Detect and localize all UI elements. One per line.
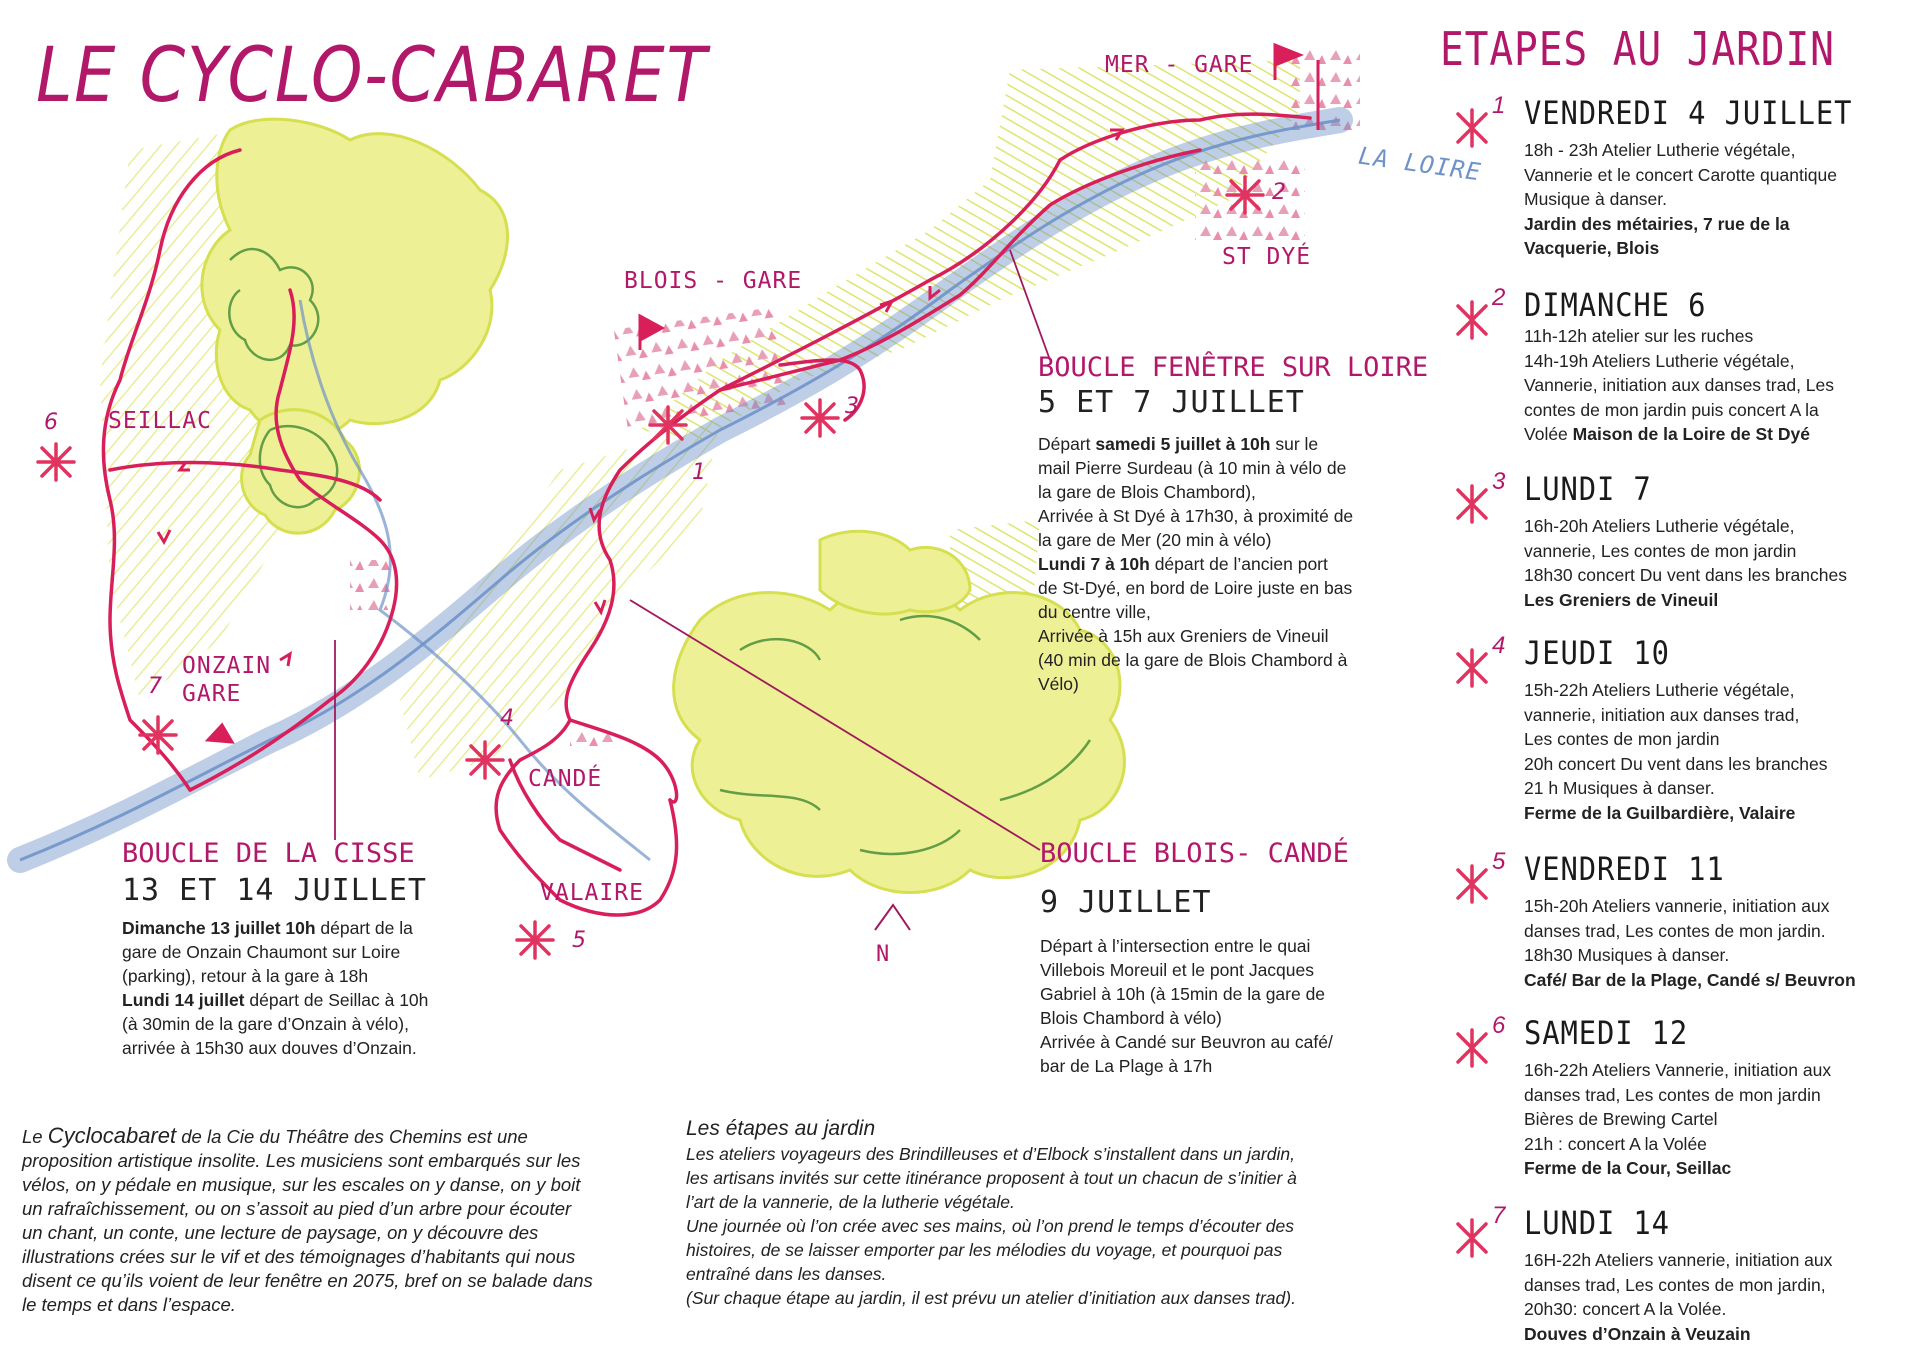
north-arrow bbox=[875, 905, 910, 930]
step-6 bbox=[1452, 1012, 1920, 1178]
star-icon bbox=[1452, 864, 1492, 904]
star-icon bbox=[1452, 484, 1492, 524]
loop-blois-cande bbox=[1040, 838, 1420, 1078]
star-icon bbox=[1452, 648, 1492, 688]
map-step-6: 6 bbox=[44, 410, 58, 435]
step-2 bbox=[1452, 286, 1920, 446]
step-day: LUNDI 14 bbox=[1524, 1204, 1670, 1242]
label-la-loire: LA LOIRE bbox=[1356, 141, 1483, 187]
map-step-7: 7 bbox=[148, 674, 162, 699]
step-details: 16h-22h Ateliers Vannerie, initiation aux danses trad, Les contes de mon jardin Bières de Brewing Cartel 21h : concert A la Volée Ferme de la Cour, Seillac bbox=[1524, 1060, 1832, 1178]
step-number: 4 bbox=[1492, 632, 1506, 659]
step-details: 15h-20h Ateliers vannerie, initiation aux danses trad, Les contes de mon jardin. 18h30 Musiques à danser. Café/ Bar de la Plage, Candé s/ Beuvron bbox=[1524, 896, 1856, 990]
step-day: VENDREDI 4 JUILLET bbox=[1524, 94, 1853, 132]
loop-cisse bbox=[122, 838, 502, 1060]
step-details: 16H-22h Ateliers vannerie, initiation aux danses trad, Les contes de mon jardin, 20h30: concert A la Volée. Douves d’Onzain à Veuzain bbox=[1524, 1250, 1833, 1344]
step-4 bbox=[1452, 634, 1920, 834]
step-7 bbox=[1452, 1204, 1920, 1354]
step-number: 7 bbox=[1492, 1202, 1506, 1229]
page-title: LE CYCLO-CABARET bbox=[36, 30, 709, 119]
loop-cisse-dates: 13 ET 14 JUILLET bbox=[122, 873, 427, 908]
loop-cisse-description: Dimanche 13 juillet 10h départ de la gare de Onzain Chaumont sur Loire (parking), retour à la gare à 18h Lundi 14 juillet départ de Seillac à 10h (à 30min de la gare d’Onzain à vélo), arrivée à 15h30 aux douves d’Onzain. bbox=[122, 918, 429, 1058]
loop-fenetre-title: BOUCLE FENÊTRE SUR LOIRE bbox=[1038, 352, 1429, 383]
map-step-2: 2 bbox=[1272, 180, 1286, 205]
label-valaire: VALAIRE bbox=[540, 880, 644, 906]
loop-fenetre-dates: 5 ET 7 JUILLET bbox=[1038, 385, 1305, 420]
step-number: 6 bbox=[1492, 1012, 1506, 1039]
map-step-3: 3 bbox=[845, 394, 859, 419]
panel-title: ETAPES AU JARDIN bbox=[1440, 22, 1835, 76]
star-icon bbox=[1452, 300, 1492, 340]
step-day: SAMEDI 12 bbox=[1524, 1014, 1689, 1052]
step-number: 1 bbox=[1492, 92, 1506, 119]
step-number: 2 bbox=[1492, 284, 1506, 311]
loop-cande-dates: 9 JUILLET bbox=[1040, 885, 1212, 920]
step-details: 18h - 23h Atelier Lutherie végétale, Vannerie et le concert Carotte quantique Musique à danser. Jardin des métairies, 7 rue de la Vacquerie, Blois bbox=[1524, 140, 1837, 258]
step-1 bbox=[1452, 92, 1920, 258]
map-step-5: 5 bbox=[572, 928, 586, 953]
map-step-1: 1 bbox=[692, 460, 706, 485]
label-blois-gare: BLOIS - GARE bbox=[624, 268, 803, 294]
step-5 bbox=[1452, 850, 1920, 990]
loop-fenetre-description: Départ samedi 5 juillet à 10h sur le mail Pierre Surdeau (à 10 min à vélo de la gare de Blois Chambord), Arrivée à St Dyé à 17h30, à proximité de la gare de Mer (20 min à vélo) Lundi 7 à 10h départ de l’ancien port de St-Dyé, en bord de Loire juste en bas du centre ville, Arrivée à 15h aux Greniers de Vineuil (40 min de la gare de Blois Chambord à Vélo) bbox=[1038, 434, 1354, 694]
label-st-dye: ST DYÉ bbox=[1222, 244, 1312, 270]
star-icon bbox=[1452, 1028, 1492, 1068]
label-mer-gare: MER - GARE bbox=[1105, 52, 1254, 78]
step-details: 11h-12h atelier sur les ruches 14h-19h Ateliers Lutherie végétale, Vannerie, initiation aux danses trad, Les contes de mon jardin puis concert A la Volée Maison de la Loire de St Dyé bbox=[1524, 326, 1835, 444]
step-day: VENDREDI 11 bbox=[1524, 850, 1725, 888]
loop-cisse-title: BOUCLE DE LA CISSE bbox=[122, 838, 415, 869]
loop-fenetre-sur-loire bbox=[1038, 352, 1438, 696]
garden-paragraph: Les étapes au jardin Les ateliers voyageurs des Brindilleuses et d’Elbock s’installent dans un jardin, les artisans invités sur cette itinérance proposent à tout un chacun de s’initier à l’art de la vannerie, de la lutherie végétale. Une journée où l’on crée avec ses mains, où l’on prend le temps d’écouter des histoires, de se laisser emporter par les mélodies du voyage, et pourquoi pas entraîné dans les danses. (Sur chaque étape au jardin, il est prévu un atelier d’initiation aux danses trad). bbox=[686, 1116, 1406, 1310]
loop-cande-description: Départ à l’intersection entre le quai Villebois Moreuil et le pont Jacques Gabriel à 10h (à 15min de la gare de Blois Chambord à vélo) Arrivée à Candé sur Beuvron au café/ bar de La Plage à 17h bbox=[1040, 936, 1333, 1076]
loop-cande-title: BOUCLE BLOIS- CANDÉ bbox=[1040, 838, 1349, 869]
step-details: 16h-20h Ateliers Lutherie végétale, vannerie, Les contes de mon jardin 18h30 concert Du vent dans les branches Les Greniers de Vineuil bbox=[1524, 516, 1847, 610]
garden-title: Les étapes au jardin bbox=[686, 1117, 876, 1140]
intro-paragraph: Le Cyclocabaret de la Cie du Théâtre des Chemins est une proposition artistique insolite. Les musiciens sont embarqués sur les vélos, on y pédale en musique, sur les escales on y danse, on y boit un rafraîchissement, ou on s’assoit au pied d’un arbre pour écouter un chant, un conte, une lecture de paysage, on y découvre des illustrations crées sur le vif et des témoignages d’habitants qui nous disent ce qu’ils voient de leur fenêtre en 2075, bref on se balade dans le temps et dans l’espace. bbox=[22, 1123, 593, 1315]
step-day: LUNDI 7 bbox=[1524, 470, 1652, 508]
star-icon bbox=[1452, 1218, 1492, 1258]
label-seillac: SEILLAC bbox=[108, 408, 212, 434]
step-3 bbox=[1452, 470, 1920, 610]
step-day: DIMANCHE 6 bbox=[1524, 286, 1707, 324]
label-onzain-gare: ONZAIN GARE bbox=[182, 653, 272, 707]
label-cande: CANDÉ bbox=[528, 766, 603, 792]
step-details: 15h-22h Ateliers Lutherie végétale, vannerie, initiation aux danses trad, Les contes de mon jardin 20h concert Du vent dans les branches 21 h Musiques à danser. Ferme de la Guilbardière, Valaire bbox=[1524, 680, 1828, 823]
label-north: N bbox=[876, 942, 891, 967]
step-number: 5 bbox=[1492, 848, 1506, 875]
step-day: JEUDI 10 bbox=[1524, 634, 1670, 672]
map-step-4: 4 bbox=[500, 706, 514, 731]
step-number: 3 bbox=[1492, 468, 1506, 495]
star-icon bbox=[1452, 108, 1492, 148]
